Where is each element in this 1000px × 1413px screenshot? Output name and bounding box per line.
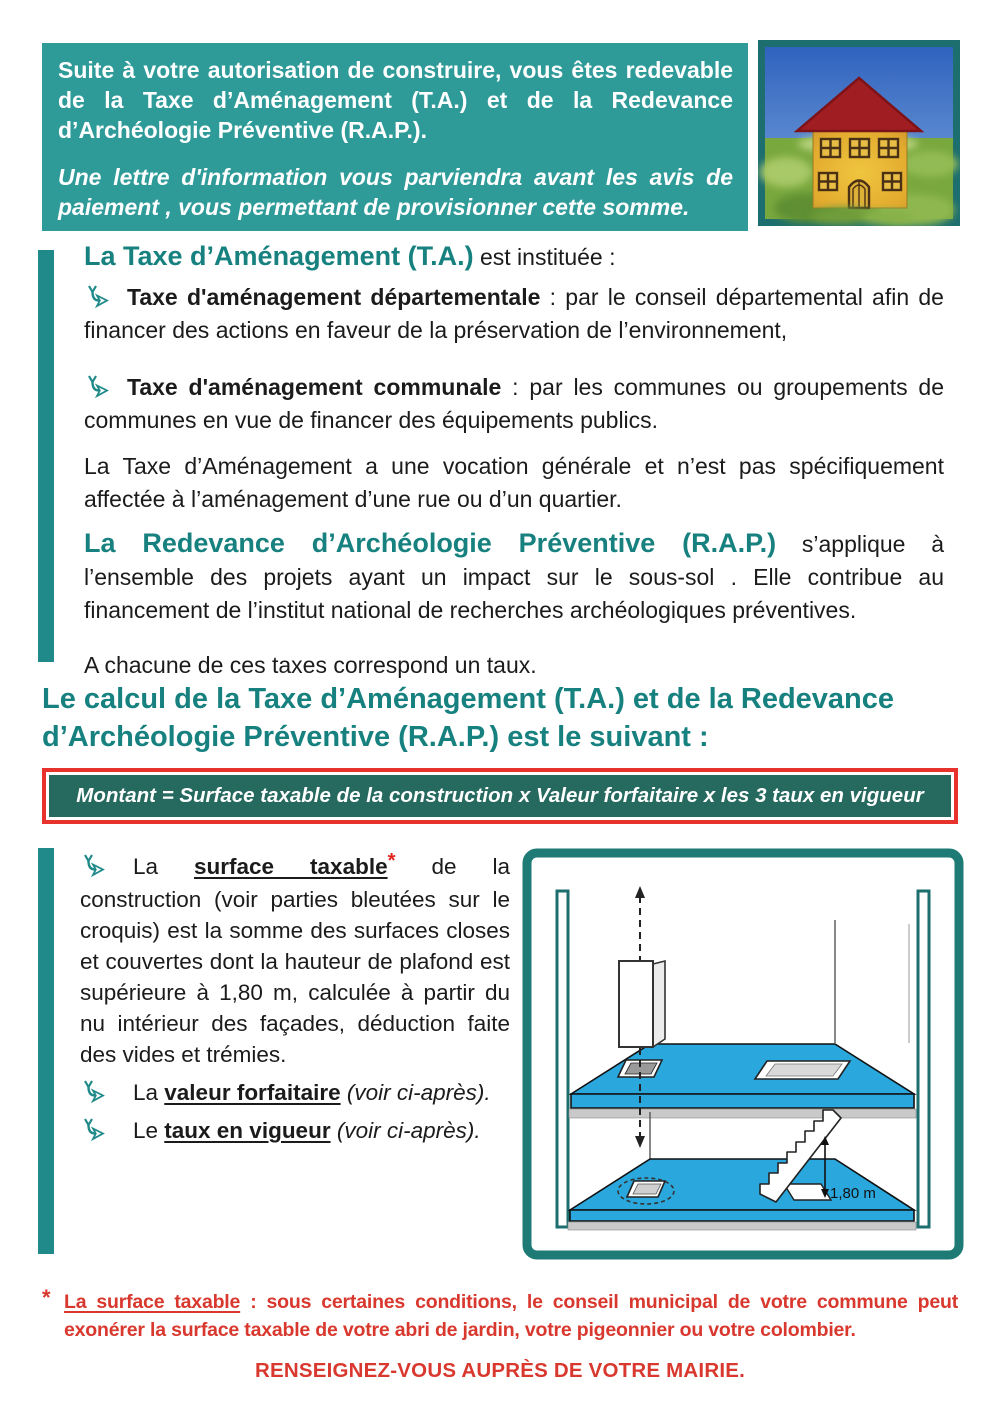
paragraph-rap [84, 527, 944, 627]
floor-section-diagram-svg [522, 848, 964, 1260]
bullet-lead: La [133, 854, 195, 879]
footnote [42, 1285, 958, 1383]
formula-text: Montant = Surface taxable de la construction x Valeur forfaitaire x les 3 taux en vigueur [49, 775, 951, 817]
floor-section-diagram [522, 848, 964, 1260]
dimension-label: 1,80 m [830, 1185, 876, 1202]
bullet-lead: La [133, 1080, 165, 1105]
asterisk-marker: * [42, 1285, 51, 1310]
section-taxe-amenagement [84, 238, 944, 682]
house-photo [758, 40, 960, 226]
bullet-note: (voir ci-après). [330, 1118, 481, 1143]
header-banner [42, 43, 748, 231]
curved-arrow-bullet-icon [80, 854, 105, 877]
header-intro-text: Suite à votre autorisation de construire, vous êtes redevable de la Taxe d’Aménagement (T.A.) et de la Redevance d’Archéologie Préventive (R.A.P.). [58, 57, 733, 143]
footnote-term: La surface taxable [64, 1291, 241, 1313]
formula-box [42, 768, 958, 824]
section-calcul-details [80, 851, 510, 1153]
house-door [849, 181, 869, 209]
footnote-text [42, 1285, 958, 1344]
asterisk-marker: * [387, 850, 396, 872]
bullet-text: : par les communes ou groupements de communes en vue de financer des équipements publics. [84, 374, 945, 433]
section-title-rap-strong: La Redevance d’Archéologie Préventive (R.A.P.) [84, 528, 777, 558]
bullet-term: Taxe d'aménagement départementale [127, 284, 541, 310]
mairie-notice: RENSEIGNEZ-VOUS AUPRÈS DE VOTRE MAIRIE. [255, 1359, 745, 1382]
house-photo-svg [758, 40, 960, 226]
bullet-term: valeur forfaitaire [164, 1080, 341, 1105]
calc-title: Le calcul de la Taxe d’Aménagement (T.A.) et de la Redevance d’Archéologie Préventive (R.A.P.) est le suivant : [42, 683, 895, 753]
curved-arrow-bullet-icon [80, 1080, 105, 1103]
bullet-surface-taxable [80, 851, 510, 1070]
house-windows-upper [821, 139, 898, 157]
footnote-body: : sous certaines conditions, le conseil municipal de votre commune peut exonérer la surface taxable de votre abri de jardin, votre pigeonnier ou votre colombier. [64, 1291, 958, 1341]
curved-arrow-bullet-icon [84, 285, 109, 308]
bullet-term: taux en vigueur [164, 1118, 331, 1143]
paragraph-taux: A chacune de ces taxes correspond un taux. [84, 652, 537, 678]
bullet-valeur-forfaitaire [80, 1077, 510, 1108]
bullet-taux-en-vigueur [80, 1115, 510, 1146]
section-title-ta-suffix: est instituée : [473, 244, 616, 270]
left-wall-post [557, 891, 568, 1227]
right-wall-post [918, 891, 929, 1227]
paragraph-vocation: La Taxe d’Aménagement a une vocation générale et n’est pas spécifiquement affectée à l’aménagement d’une rue ou d’un quartier. [84, 453, 944, 512]
curved-arrow-bullet-icon [80, 1118, 105, 1141]
bullet-taxe-departementale [84, 281, 944, 347]
bullet-lead: Le [133, 1118, 165, 1143]
bullet-text: de la construction (voir parties bleutées sur le croquis) est la somme des surfaces closes et couvertes dont la hauteur de plafond est supérieure à 1,80 m, calculée à partir du nu intérieur des façades, déduction faite des vides et trémies. [80, 854, 510, 1067]
bullet-text: : par le conseil départemental afin de financer des actions en faveur de la préservation de l’environnement, [84, 284, 944, 343]
section-accent-bar-ta [38, 250, 54, 662]
bullet-note: (voir ci-après). [340, 1080, 491, 1105]
curved-arrow-bullet-icon [84, 375, 109, 398]
bullet-term: Taxe d'aménagement communale [127, 374, 502, 400]
section-title-rap-suffix: s’applique à l’ensemble des projets ayant un impact sur le sous-sol . Elle contribue au financement de l’institut national de recherches archéologiques préventives. [84, 531, 944, 623]
header-notice-text: Une lettre d'information vous parviendra avant les avis de paiement , vous permettant de provisionner cette somme. [58, 164, 733, 220]
section-title-ta-strong: La Taxe d’Aménagement (T.A.) [84, 241, 474, 271]
section-accent-bar-calc [38, 848, 54, 1254]
section-title-ta [84, 238, 944, 275]
bullet-term: surface taxable [194, 854, 388, 879]
bullet-taxe-communale [84, 371, 944, 437]
duct-box [619, 961, 665, 1047]
